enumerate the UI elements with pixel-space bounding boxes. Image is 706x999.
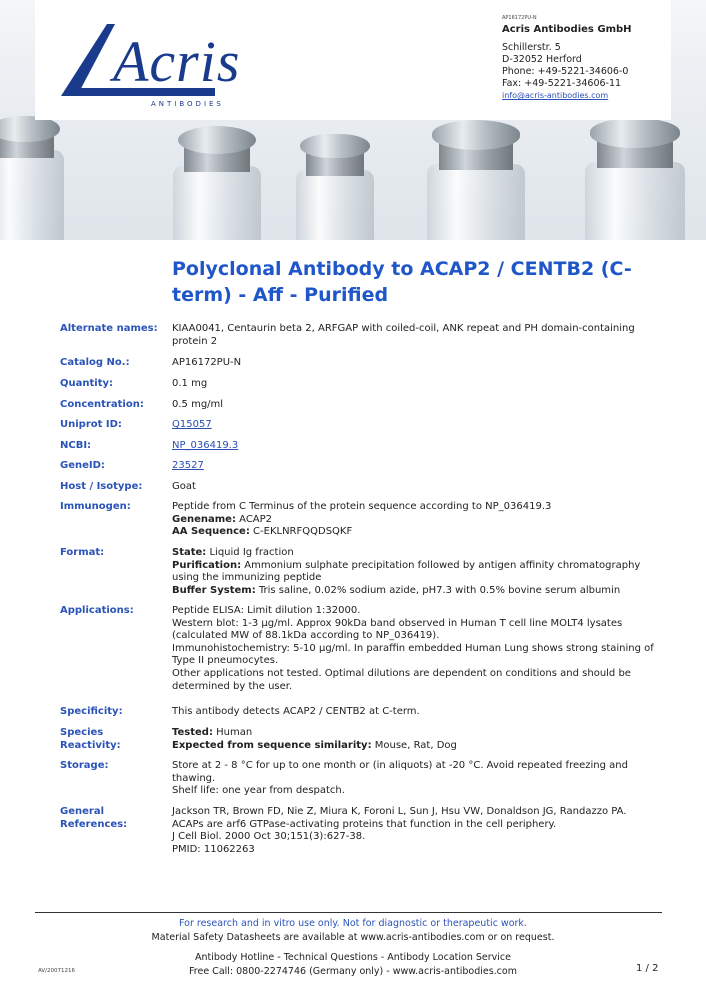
value-species-reactivity xyxy=(172,727,660,760)
aa-sequence-label: AA Sequence: xyxy=(172,526,250,538)
label-applications: Applications: xyxy=(60,605,134,616)
species-label-line2: Reactivity: xyxy=(60,739,121,751)
value-catalog: AP16172PU-N xyxy=(172,357,242,368)
species-expected xyxy=(172,740,660,753)
footer-msds-note: Material Safety Datasheets are available at www.acris-antibodies.com or on request. xyxy=(151,932,555,943)
vial-image-5 xyxy=(590,110,680,240)
vial-image-3 xyxy=(300,128,370,240)
label-geneid: GeneID: xyxy=(60,460,105,471)
expected-label: Expected from sequence similarity: xyxy=(172,739,372,751)
footer-disclaimer: For research and in vitro use only. Not for diagnostic or therapeutic work. xyxy=(179,918,527,929)
references-label-line2: References: xyxy=(60,818,128,830)
vial-image-1 xyxy=(0,110,60,240)
value-alternate-names: KIAA0041, Centaurin beta 2, ARFGAP with coiled-coil, ANK repeat and PH domain-containing protein 2 xyxy=(172,323,635,347)
row-quantity xyxy=(60,378,660,399)
doc-code: AP16172PU-N xyxy=(502,15,537,21)
genename-value: ACAP2 xyxy=(239,513,273,525)
label-uniprot: Uniprot ID: xyxy=(60,419,122,430)
immunogen-genename xyxy=(172,514,660,527)
purification-value: Ammonium sulphate precipitation followed by antigen affinity chromatography using the immunizing peptide xyxy=(172,559,641,584)
logo-wordmark: Acris xyxy=(113,29,241,94)
label-format: Format: xyxy=(60,547,105,558)
footer-hotline: Antibody Hotline - Technical Questions - Antibody Location Service xyxy=(195,952,511,963)
label-ncbi: NCBI: xyxy=(60,440,92,451)
label-host: Host / Isotype: xyxy=(60,481,143,492)
value-specificity: This antibody detects ACAP2 / CENTB2 at C-term. xyxy=(172,706,420,717)
value-concentration: 0.5 mg/ml xyxy=(172,399,224,410)
references-label-line1: General xyxy=(60,806,104,817)
label-alternate-names: Alternate names: xyxy=(60,323,158,334)
immunogen-description: Peptide from C Terminus of the protein sequence according to NP_036419.3 xyxy=(172,501,552,512)
label-concentration: Concentration: xyxy=(60,399,144,410)
state-value: Liquid Ig fraction xyxy=(209,547,294,558)
label-immunogen: Immunogen: xyxy=(60,501,131,512)
storage-shelf-life: Shelf life: one year from despatch. xyxy=(172,785,345,797)
label-storage: Storage: xyxy=(60,760,109,771)
storage-conditions: Store at 2 - 8 °C for up to one month or (in aliquots) at -20 °C. Avoid repeated freezing and thawing. xyxy=(172,760,628,784)
row-catalog xyxy=(60,357,660,378)
logo-subtitle: ANTIBODIES xyxy=(151,100,224,108)
geneid-link[interactable]: 23527 xyxy=(172,460,204,471)
row-applications xyxy=(60,605,660,706)
row-format xyxy=(60,547,660,605)
buffer-label: Buffer System: xyxy=(172,584,256,596)
company-address xyxy=(502,14,632,102)
uniprot-link[interactable]: Q15057 xyxy=(172,419,212,430)
genename-label: Genename: xyxy=(172,513,236,525)
page-number: 1 / 2 xyxy=(636,963,659,974)
value-format xyxy=(172,547,660,605)
aa-sequence-value: C-EKLNRFQQDSQKF xyxy=(253,526,353,538)
row-references xyxy=(60,806,660,866)
row-host xyxy=(60,481,660,501)
reference-title: ACAPs are arf6 GTPase-activating proteins that function in the cell periphery. xyxy=(172,818,557,830)
row-uniprot xyxy=(60,419,660,440)
state-label: State: xyxy=(172,547,207,558)
application-western-blot: Western blot: 1-3 µg/ml. Approx 90kDa band observed in Human T cell line MOLT4 lysates (calculated MW of 88.1kDa according to NP_036419). xyxy=(172,617,623,642)
application-note: Other applications not tested. Optimal dilutions are dependent on conditions and should be determined by the user. xyxy=(172,667,631,692)
expected-value: Mouse, Rat, Dog xyxy=(374,739,457,751)
value-storage xyxy=(172,760,660,806)
vial-image-4 xyxy=(432,112,520,240)
buffer-value: Tris saline, 0.02% sodium azide, pH7.3 with 0.5% bovine serum albumin xyxy=(258,584,621,596)
address-city: D-32052 Herford xyxy=(502,54,582,65)
purification-label: Purification: xyxy=(172,559,242,571)
address-street: Schillerstr. 5 xyxy=(502,42,561,53)
header-banner xyxy=(0,0,706,240)
label-catalog: Catalog No.: xyxy=(60,357,130,368)
tested-label: Tested: xyxy=(172,727,213,738)
application-elisa: Peptide ELISA: Limit dilution 1:32000. xyxy=(172,605,361,616)
vial-image-2 xyxy=(178,118,256,240)
row-ncbi xyxy=(60,440,660,460)
tested-value: Human xyxy=(216,727,253,738)
company-name: Acris Antibodies GmbH xyxy=(502,24,632,35)
footer-doc-id: AV/20071216 xyxy=(38,968,76,974)
value-references xyxy=(172,806,660,866)
immunogen-aa-sequence xyxy=(172,526,660,539)
address-phone: Phone: +49-5221-34606-0 xyxy=(502,66,629,77)
value-immunogen xyxy=(172,501,660,547)
reference-authors: Jackson TR, Brown FD, Nie Z, Miura K, Foroni L, Sun J, Hsu VW, Donaldson JG, Randazzo PA. xyxy=(172,806,627,817)
format-purification xyxy=(172,560,660,585)
species-label-line1: Species xyxy=(60,727,104,738)
product-title: Polyclonal Antibody to ACAP2 / CENTB2 (C-term) - Aff - Purified xyxy=(172,258,632,306)
row-immunogen xyxy=(60,501,660,547)
label-specificity: Specificity: xyxy=(60,706,123,717)
acris-logo xyxy=(55,18,241,108)
row-specificity xyxy=(60,706,660,727)
address-fax: Fax: +49-5221-34606-11 xyxy=(502,78,622,89)
email-link[interactable]: info@acris-antibodies.com xyxy=(502,91,609,100)
format-buffer xyxy=(172,585,660,598)
species-tested xyxy=(172,727,660,740)
row-species-reactivity xyxy=(60,727,660,760)
row-concentration xyxy=(60,399,660,419)
row-storage xyxy=(60,760,660,806)
value-quantity: 0.1 mg xyxy=(172,378,208,389)
label-species-reactivity xyxy=(60,727,172,760)
footer-divider xyxy=(35,912,662,913)
reference-pmid: PMID: 11062263 xyxy=(172,843,255,855)
reference-journal: J Cell Biol. 2000 Oct 30;151(3):627-38. xyxy=(172,831,366,843)
label-quantity: Quantity: xyxy=(60,378,113,389)
row-alternate-names xyxy=(60,323,660,357)
format-state xyxy=(172,547,660,560)
product-info-table xyxy=(60,323,660,866)
row-geneid xyxy=(60,460,660,481)
value-applications xyxy=(172,605,660,706)
footer-freecall: Free Call: 0800-2274746 (Germany only) - www.acris-antibodies.com xyxy=(189,966,517,977)
ncbi-link[interactable]: NP_036419.3 xyxy=(172,440,239,451)
label-references xyxy=(60,806,172,866)
application-ihc: Immunohistochemistry: 5-10 µg/ml. In paraffin embedded Human Lung shows strong staining of Type II pneumocytes. xyxy=(172,642,654,667)
value-host: Goat xyxy=(172,481,196,492)
